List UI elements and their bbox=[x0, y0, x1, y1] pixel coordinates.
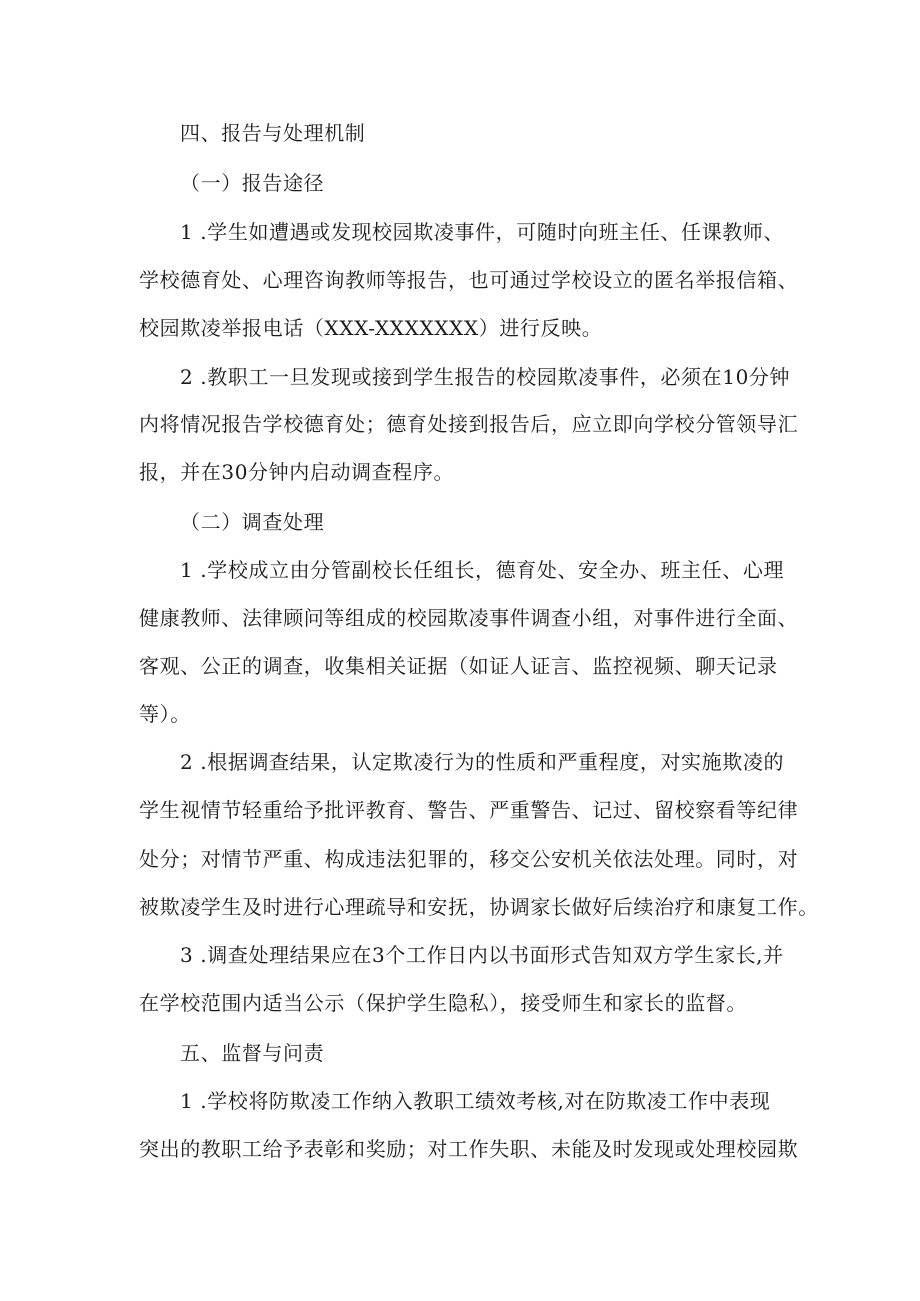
paragraph-line: 处分；对情节严重、构成违法犯罪的，移交公安机关依法处理。同时，对 bbox=[139, 847, 799, 871]
paragraph-line: 1 .学生如遭遇或发现校园欺凌事件，可随时向班主任、任课教师、 bbox=[180, 220, 785, 244]
paragraph-line: 2 .根据调查结果，认定欺凌行为的性质和严重程度，对实施欺凌的 bbox=[180, 750, 785, 774]
paragraph-line: 1 .学校将防欺凌工作纳入教职工绩效考核,对在防欺凌工作中表现 bbox=[180, 1089, 771, 1113]
paragraph-line: 报，并在30分钟内启动调查程序。 bbox=[139, 460, 455, 484]
paragraph-line: 突出的教职工给予表彰和奖励；对工作失职、未能及时发现或处理校园欺 bbox=[139, 1137, 799, 1161]
paragraph-line: 健康教师、法律顾问等组成的校园欺凌事件调查小组，对事件进行全面、 bbox=[139, 606, 799, 630]
paragraph-line: 2 .教职工一旦发现或接到学生报告的校园欺凌事件，必须在10分钟 bbox=[180, 365, 791, 389]
paragraph-line: 3 .调查处理结果应在3个工作日内以书面形式告知双方学生家长,并 bbox=[180, 943, 784, 967]
subsection-heading: （一）报告途径 bbox=[180, 171, 325, 195]
paragraph-line: 1 .学校成立由分管副校长任组长，德育处、安全办、班主任、心理 bbox=[180, 558, 785, 582]
section-heading: 五、监督与问责 bbox=[180, 1041, 325, 1065]
subsection-heading: （二）调查处理 bbox=[180, 510, 325, 534]
paragraph-line: 被欺凌学生及时进行心理疏导和安抚，协调家长做好后续治疗和康复工作。 bbox=[139, 895, 819, 919]
paragraph-line: 在学校范围内适当公示（保护学生隐私），接受师生和家长的监督。 bbox=[139, 991, 747, 1015]
paragraph-line: 校园欺凌举报电话（XXX-XXXXXXX）进行反映。 bbox=[139, 316, 603, 340]
paragraph-line: 客观、公正的调查，收集相关证据（如证人证言、监控视频、聊天记录 bbox=[139, 654, 778, 678]
paragraph-line: 学校德育处、心理咨询教师等报告，也可通过学校设立的匿名举报信箱、 bbox=[139, 268, 799, 292]
paragraph-line: 内将情况报告学校德育处；德育处接到报告后，应立即向学校分管领导汇 bbox=[139, 412, 799, 436]
paragraph-line: 学生视情节轻重给予批评教育、警告、严重警告、记过、留校察看等纪律 bbox=[139, 798, 799, 822]
section-heading: 四、报告与处理机制 bbox=[180, 121, 366, 145]
paragraph-line: 等）。 bbox=[139, 702, 191, 726]
